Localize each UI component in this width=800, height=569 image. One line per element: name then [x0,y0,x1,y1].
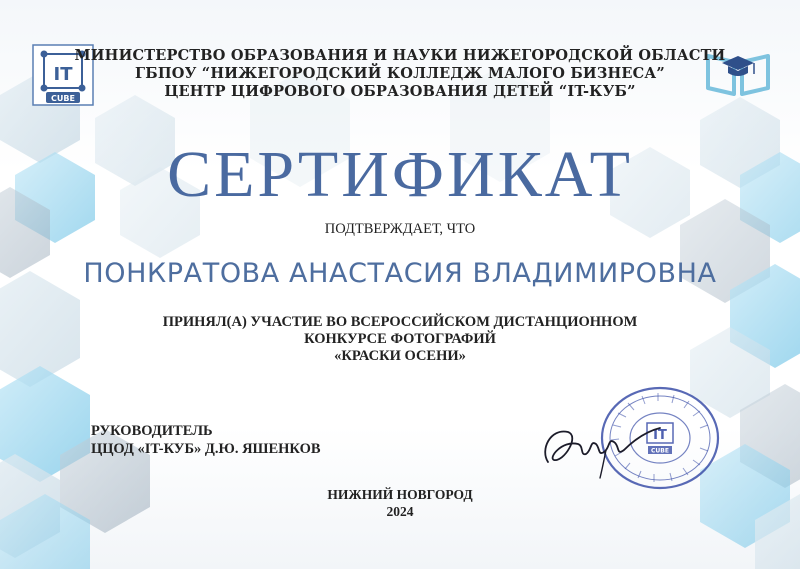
footer-city: НИЖНИЙ НОВГОРОД [327,487,473,502]
footer-year: 2024 [386,504,414,519]
svg-text:IT: IT [53,64,73,85]
signer-name: ЦЦОД «IT-КУБ» Д.Ю. ЯШЕНКОВ [91,441,321,457]
header-center: ЦЕНТР ЦИФРОВОГО ОБРАЗОВАНИЯ ДЕТЕЙ “IT-КУБ” [164,83,636,100]
participation-line2: КОНКУРСЕ ФОТОГРАФИЙ [304,331,496,347]
signer-position: РУКОВОДИТЕЛЬ [91,423,213,439]
certificate-title: СЕРТИФИКАТ [167,138,633,211]
recipient-name: ПОНКРАТОВА АНАСТАСИЯ ВЛАДИМИРОВНА [83,258,717,289]
header-ministry: МИНИСТЕРСТВО ОБРАЗОВАНИЯ И НАУКИ НИЖЕГОРОДСКОЙ ОБЛАСТИ [74,47,726,64]
participation-line1: ПРИНЯЛ(А) УЧАСТИЕ ВО ВСЕРОССИЙСКОМ ДИСТАНЦИОННОМ [162,314,638,330]
svg-text:CUBE: CUBE [51,94,75,103]
svg-text:CUBE: CUBE [651,447,669,455]
signer-block [91,422,321,458]
handwritten-signature-icon [540,410,670,480]
contest-name: «КРАСКИ ОСЕНИ» [334,348,466,364]
svg-text:IT: IT [653,428,667,443]
header-college: ГБПОУ “НИЖЕГОРОДСКИЙ КОЛЛЕДЖ МАЛОГО БИЗНЕСА” [135,65,665,82]
confirms-text: ПОДТВЕРЖДАЕТ, ЧТО [324,221,476,237]
